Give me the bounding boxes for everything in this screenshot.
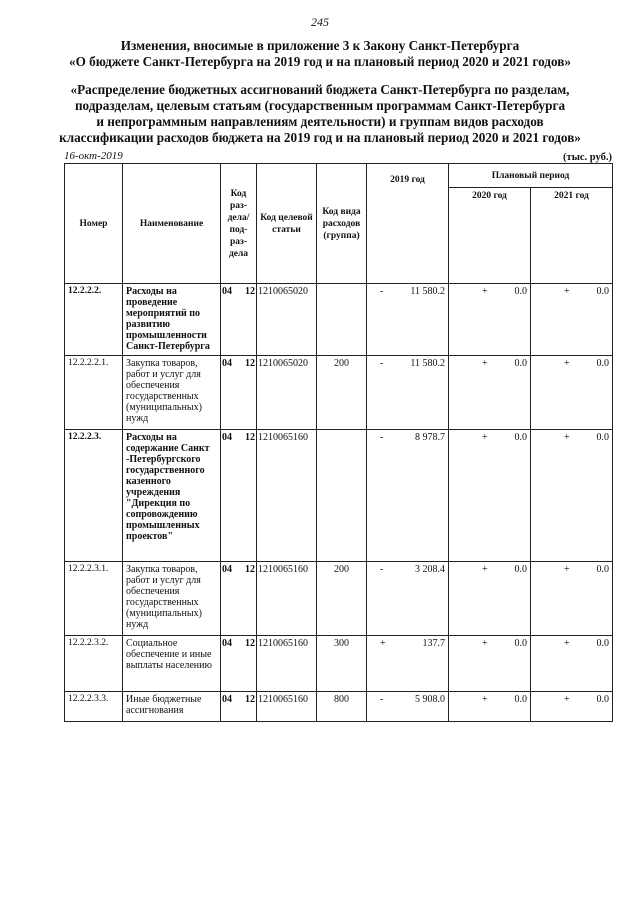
row-sign-2021: + [564, 638, 570, 649]
row-sign-2020: + [482, 694, 488, 705]
row-value-2019: 8 978.7 [415, 432, 445, 443]
row-sign-2020: + [482, 358, 488, 369]
row-value-2021: 0.0 [596, 564, 609, 575]
header-name: Наименование [123, 164, 221, 284]
header-plan-period: Плановый период [449, 164, 613, 188]
budget-table [64, 163, 613, 722]
row-expense-type: 300 [317, 636, 367, 692]
row-section-code [221, 284, 257, 356]
table-row [65, 636, 613, 692]
row-section-code [221, 636, 257, 692]
header-target-code: Код целевой статьи [257, 164, 317, 284]
table-row [65, 284, 613, 356]
row-amount-2021 [531, 636, 613, 692]
row-section-code [221, 430, 257, 562]
row-name: Расходы на проведение мероприятий по развитию промышленности Санкт-Петербурга [123, 284, 221, 356]
subtitle-line-1: «Распределение бюджетных ассигнований бюджета Санкт-Петербурга по разделам, [70, 82, 570, 97]
row-value-2021: 0.0 [596, 358, 609, 369]
row-amount-2020 [449, 562, 531, 636]
table-row [65, 692, 613, 722]
row-podrazdel: 12 [245, 564, 255, 575]
row-expense-type: 200 [317, 562, 367, 636]
row-value-2021: 0.0 [596, 638, 609, 649]
row-amount-2019 [367, 562, 449, 636]
row-sign-2021: + [564, 564, 570, 575]
subtitle-line-4: классификации расходов бюджета на 2019 год и на плановый период 2020 и 2021 годов» [59, 130, 581, 145]
row-amount-2019 [367, 284, 449, 356]
row-amount-2019 [367, 692, 449, 722]
row-number: 12.2.2.3.3. [65, 692, 123, 722]
row-number: 12.2.2.3. [65, 430, 123, 562]
row-value-2020: 0.0 [514, 694, 527, 705]
row-target-code: 1210065020 [257, 284, 317, 356]
row-sign-2020: + [482, 564, 488, 575]
header-section-code: Код раз-дела/ под-раз-дела [221, 164, 257, 284]
row-podrazdel: 12 [245, 432, 255, 443]
document-date: 16-окт-2019 [64, 150, 123, 162]
subtitle-line-2: подразделам, целевым статьям (государственным программам Санкт-Петербурга [74, 98, 566, 113]
row-amount-2020 [449, 356, 531, 430]
title-line-2: «О бюджете Санкт-Петербурга на 2019 год и на плановый период 2020 и 2021 годов» [69, 54, 571, 69]
row-razdel: 04 [222, 286, 232, 297]
row-amount-2020 [449, 636, 531, 692]
row-amount-2020 [449, 430, 531, 562]
row-value-2019: 11 580.2 [410, 358, 445, 369]
row-value-2021: 0.0 [596, 694, 609, 705]
row-razdel: 04 [222, 638, 232, 649]
row-amount-2019 [367, 636, 449, 692]
row-razdel: 04 [222, 564, 232, 575]
row-amount-2021 [531, 562, 613, 636]
row-sign-2019: - [380, 694, 384, 705]
row-section-code [221, 692, 257, 722]
row-number: 12.2.2.2.1. [65, 356, 123, 430]
row-value-2020: 0.0 [514, 564, 527, 575]
row-sign-2020: + [482, 432, 488, 443]
row-razdel: 04 [222, 432, 232, 443]
row-razdel: 04 [222, 358, 232, 369]
row-amount-2019 [367, 356, 449, 430]
row-name: Социальное обеспечение и иные выплаты населению [123, 636, 221, 692]
page-number: 245 [311, 15, 329, 29]
row-sign-2019: - [380, 286, 384, 297]
row-podrazdel: 12 [245, 694, 255, 705]
header-2019: 2019 год [367, 164, 449, 284]
row-sign-2020: + [482, 638, 488, 649]
row-number: 12.2.2.3.1. [65, 562, 123, 636]
row-podrazdel: 12 [245, 638, 255, 649]
row-sign-2021: + [564, 432, 570, 443]
row-expense-type: 800 [317, 692, 367, 722]
row-sign-2019: - [380, 358, 384, 369]
row-number: 12.2.2.3.2. [65, 636, 123, 692]
row-sign-2019: - [380, 432, 384, 443]
row-podrazdel: 12 [245, 358, 255, 369]
row-name: Закупка товаров, работ и услуг для обеспечения государственных (муниципальных) нужд [123, 356, 221, 430]
row-sign-2019: + [380, 638, 386, 649]
table-row [65, 356, 613, 430]
row-target-code: 1210065160 [257, 692, 317, 722]
row-section-code [221, 562, 257, 636]
row-sign-2021: + [564, 286, 570, 297]
row-amount-2021 [531, 356, 613, 430]
header-expense-type: Код вида расходов (группа) [317, 164, 367, 284]
row-expense-type [317, 430, 367, 562]
table-row [65, 430, 613, 562]
row-expense-type [317, 284, 367, 356]
row-sign-2020: + [482, 286, 488, 297]
row-value-2020: 0.0 [514, 286, 527, 297]
row-amount-2020 [449, 692, 531, 722]
row-name: Расходы на содержание Санкт -Петербургского государственного казенного учреждения "Дирекция по сопровождению промышленных проектов" [123, 430, 221, 562]
row-value-2019: 3 208.4 [415, 564, 445, 575]
row-target-code: 1210065160 [257, 636, 317, 692]
row-value-2020: 0.0 [514, 638, 527, 649]
row-value-2019: 5 908.0 [415, 694, 445, 705]
row-target-code: 1210065020 [257, 356, 317, 430]
row-value-2019: 11 580.2 [410, 286, 445, 297]
row-sign-2019: - [380, 564, 384, 575]
header-2021: 2021 год [531, 188, 613, 284]
row-value-2020: 0.0 [514, 358, 527, 369]
table-row [65, 562, 613, 636]
row-name: Закупка товаров, работ и услуг для обеспечения государственных (муниципальных) нужд [123, 562, 221, 636]
row-amount-2021 [531, 692, 613, 722]
row-target-code: 1210065160 [257, 562, 317, 636]
row-sign-2021: + [564, 358, 570, 369]
row-sign-2021: + [564, 694, 570, 705]
subtitle-line-3: и непрограммным направлениям деятельности) и группам видов расходов [96, 114, 544, 129]
row-amount-2020 [449, 284, 531, 356]
document-subtitle [40, 82, 600, 146]
row-value-2021: 0.0 [596, 432, 609, 443]
row-number: 12.2.2.2. [65, 284, 123, 356]
row-target-code: 1210065160 [257, 430, 317, 562]
units-label: (тыс. руб.) [563, 152, 612, 163]
title-line-1: Изменения, вносимые в приложение 3 к Закону Санкт-Петербурга [120, 38, 520, 53]
row-razdel: 04 [222, 694, 232, 705]
row-expense-type: 200 [317, 356, 367, 430]
row-value-2019: 137.7 [422, 638, 445, 649]
header-number: Номер [65, 164, 123, 284]
row-podrazdel: 12 [245, 286, 255, 297]
row-name: Иные бюджетные ассигнования [123, 692, 221, 722]
row-value-2020: 0.0 [514, 432, 527, 443]
row-amount-2021 [531, 430, 613, 562]
row-amount-2021 [531, 284, 613, 356]
row-amount-2019 [367, 430, 449, 562]
row-section-code [221, 356, 257, 430]
document-title [40, 38, 600, 70]
row-value-2021: 0.0 [596, 286, 609, 297]
header-2020: 2020 год [449, 188, 531, 284]
